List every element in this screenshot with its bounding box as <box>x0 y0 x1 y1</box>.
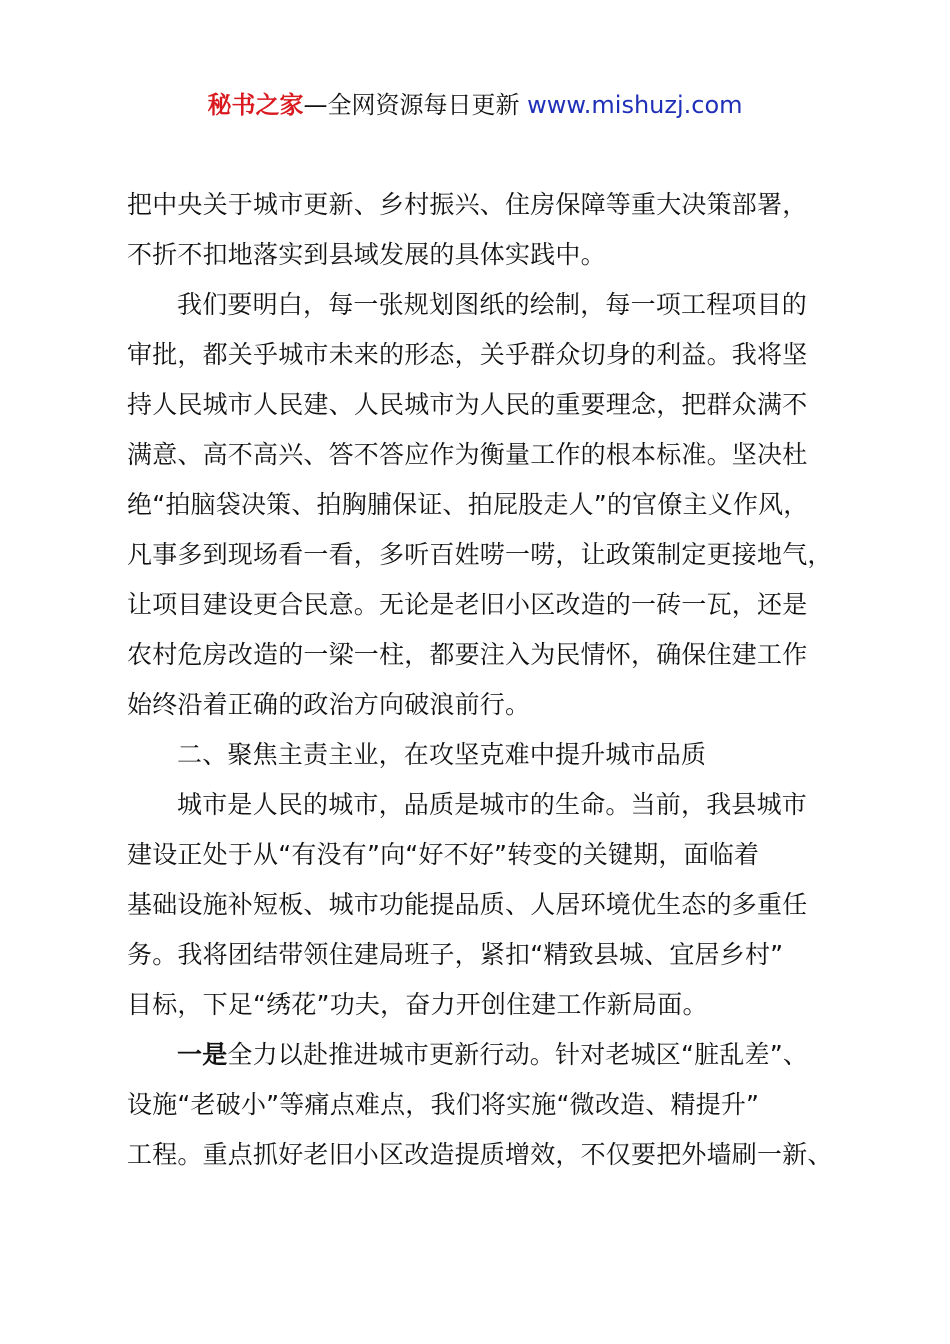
header-tagline: —全网资源每日更新 <box>303 91 528 119</box>
lead-bold-label: 一是 <box>177 1040 228 1069</box>
text-line: 凡事多到现场看一看，多听百姓唠一唠，让政策制定更接地气， <box>127 540 833 569</box>
text-line: 把中央关于城市更新、乡村振兴、住房保障等重大决策部署， <box>127 190 808 219</box>
site-header <box>0 88 950 122</box>
text-line: 建设正处于从“有没有”向“好不好”转变的关键期，面临着 <box>127 840 760 869</box>
brand-name: 秘书之家 <box>207 91 304 119</box>
text-line: 不折不扣地落实到县域发展的具体实践中。 <box>127 240 606 269</box>
paragraph-start-line: 我们要明白，每一张规划图纸的绘制，每一项工程项目的 <box>177 290 808 319</box>
paragraph-start-line: 城市是人民的城市，品质是城市的生命。当前，我县城市 <box>177 790 808 819</box>
paragraph-start-line <box>127 1030 857 1080</box>
site-url-link[interactable]: www.mishuzj.com <box>527 91 743 119</box>
lead-line-text: 全力以赴推进城市更新行动。针对老城区“脏乱差”、 <box>227 1040 809 1069</box>
text-line: 绝“拍脑袋决策、拍胸脯保证、拍屁股走人”的官僚主义作风， <box>127 490 809 519</box>
text-line: 务。我将团结带领住建局班子，紧扣“精致县城、宜居乡村” <box>127 940 784 969</box>
document-body <box>127 180 857 1180</box>
text-line: 设施“老破小”等痛点难点，我们将实施“微改造、精提升” <box>127 1090 760 1119</box>
text-line: 基础设施补短板、城市功能提品质、人居环境优生态的多重任 <box>127 890 808 919</box>
text-line: 让项目建设更合民意。无论是老旧小区改造的一砖一瓦，还是 <box>127 590 808 619</box>
text-line: 目标，下足“绣花”功夫，奋力开创住建工作新局面。 <box>127 990 708 1019</box>
text-line: 持人民城市人民建、人民城市为人民的重要理念，把群众满不 <box>127 390 808 419</box>
section-heading: 二、聚焦主责主业，在攻坚克难中提升城市品质 <box>177 740 707 769</box>
text-line: 审批，都关乎城市未来的形态，关乎群众切身的利益。我将坚 <box>127 340 808 369</box>
text-line: 始终沿着正确的政治方向破浪前行。 <box>127 690 531 719</box>
text-line: 农村危房改造的一梁一柱，都要注入为民情怀，确保住建工作 <box>127 640 808 669</box>
text-line: 工程。重点抓好老旧小区改造提质增效，不仅要把外墙刷一新、 <box>127 1140 833 1169</box>
text-line: 满意、高不高兴、答不答应作为衡量工作的根本标准。坚决杜 <box>127 440 808 469</box>
